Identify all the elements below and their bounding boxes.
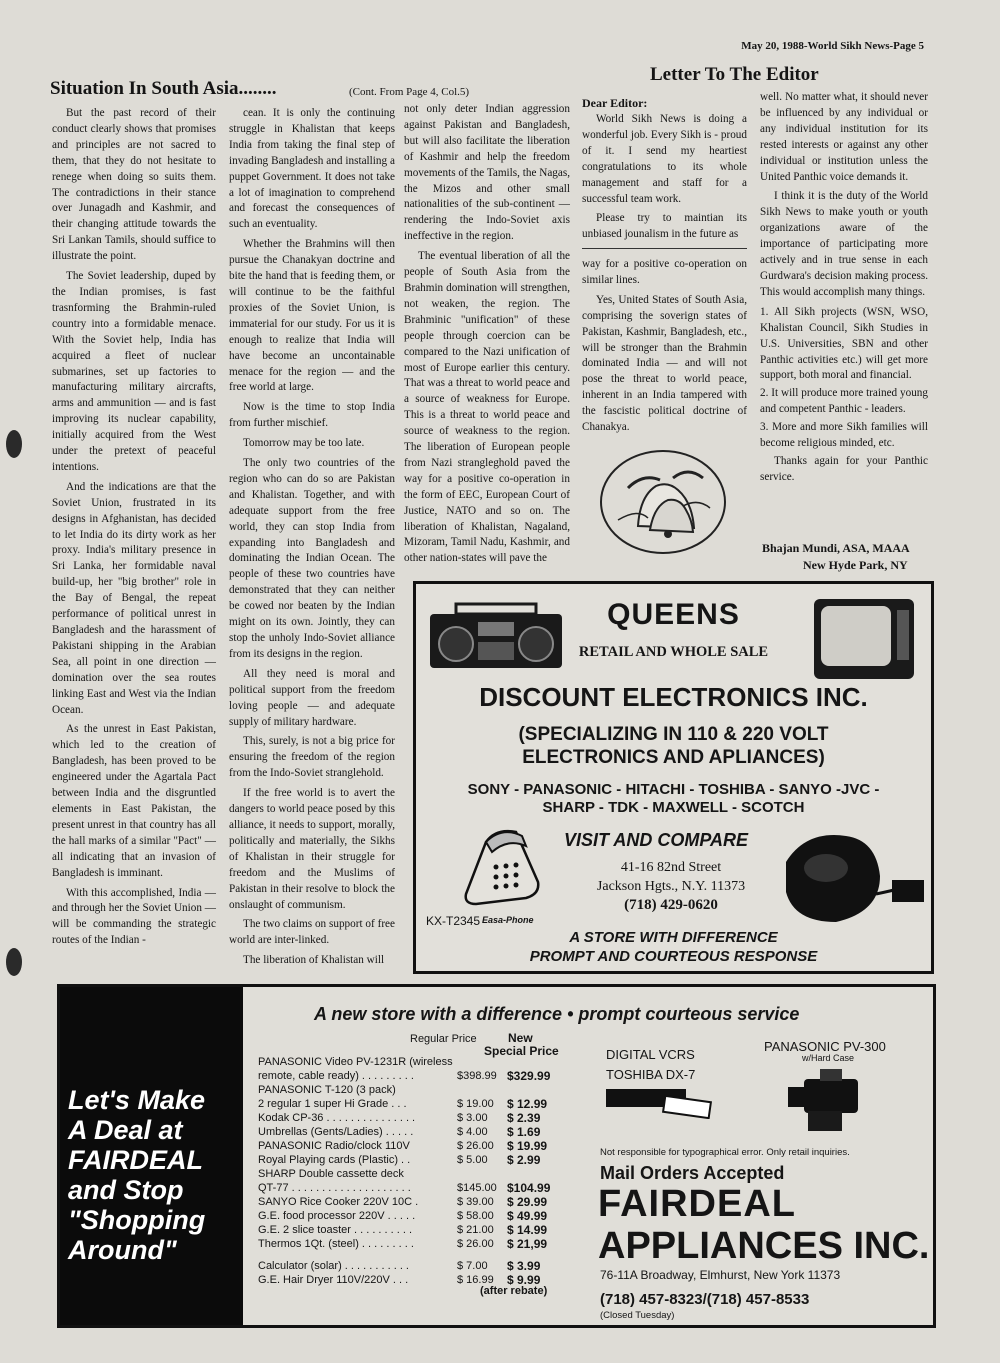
regular-price: $ 5.00 — [457, 1154, 488, 1166]
fairdeal-appliances-ad — [57, 984, 936, 1328]
special-price: $ 21,99 — [507, 1237, 548, 1251]
letter-column-a-continued — [582, 257, 747, 440]
mail-orders-label: Mail Orders Accepted — [600, 1163, 785, 1183]
ad-queens-visit: VISIT AND COMPARE — [563, 830, 748, 850]
item-name: remote, cable ready) . . . . . . . . . — [258, 1070, 414, 1082]
panasonic-pv-label: PANASONIC PV-300 — [764, 1039, 886, 1054]
letter-title: Letter To The Editor — [650, 64, 819, 85]
regular-price: $ 19.00 — [457, 1098, 494, 1110]
article-column-3 — [404, 102, 570, 571]
special-price: $ 1.69 — [507, 1125, 541, 1139]
item-name: 2 regular 1 super Hi Grade . . . — [258, 1098, 407, 1110]
paragraph: Whether the Brahmins will then pursue the Chanakyan doctrine and bite the hand that is feeding them, or will continue to be the faithful proxies of the Soviet Union, is immaterial for our study. For us it is enough to realize that India will have become an uncontainable menace for the region — and the free world at large. — [229, 238, 395, 394]
special-price — [507, 1167, 563, 1181]
special-price — [507, 1251, 563, 1259]
regular-price: $ 4.00 — [457, 1126, 488, 1138]
camcorder-icon — [784, 1065, 874, 1137]
regular-price: $ 21.00 — [457, 1224, 494, 1236]
telephone-icon — [456, 822, 546, 912]
ad-queens-title: QUEENS — [607, 598, 740, 631]
paragraph: 3. More and more Sikh families will become religious minded, etc. — [760, 421, 928, 450]
item-name: G.E. Hair Dryer 110V/220V . . . — [258, 1274, 409, 1286]
regular-price — [457, 1251, 507, 1259]
paragraph: I think it is the duty of the World Sikh News to make youth or youth organizations aware of the importance of participating more actively and in true sense in each Gurdwara's decision making process. This would accomplish many things. — [760, 190, 928, 298]
ad-slogan: Let's Make A Deal at FAIRDEAL and Stop "Shopping Around" — [68, 1085, 206, 1265]
special-price: $ 9.99 — [507, 1273, 541, 1287]
article-column-1 — [52, 106, 216, 953]
regular-price — [457, 1055, 507, 1069]
regular-price — [457, 1083, 507, 1097]
regular-price: $ 26.00 — [457, 1140, 494, 1152]
price-row — [258, 1111, 563, 1125]
binder-hole — [6, 430, 22, 458]
paragraph: well. No matter what, it should never be influenced by any individual or any individual institution for its rested interests or against any other individual or institution unless the United Panthic voice demands it. — [760, 91, 928, 183]
bell-logo-icon — [598, 448, 728, 556]
paragraph: The Soviet leadership, duped by the Indian promises, is fast trasnforming the Brahmin-ruled country into a formidable menace. With the Soviet help, India has acquired a fleet of nuclear submarines, set up factories to manufacturing military aircrafts, arms and ammunition — and is fast improving its nuclear capability, initially acquired from the West under the pretext of peaceful intentions. — [52, 270, 216, 473]
special-price: $ 2.99 — [507, 1153, 541, 1167]
paragraph: 1. All Sikh projects (WSN, WSO, Khalistan Council, Sikh Studies in U.S. Universities, SBN and other Panthic activities etc.) will get more support, both moral and financial. — [760, 305, 928, 382]
item-name: G.E. food processor 220V . . . . . — [258, 1210, 416, 1222]
regular-price: $ 58.00 — [457, 1210, 494, 1222]
ad-queens-tagline-2: PROMPT AND COURTEOUS RESPONSE — [529, 948, 818, 965]
price-row — [258, 1259, 563, 1273]
special-price — [507, 1055, 563, 1069]
letter-location: New Hyde Park, NY — [803, 558, 908, 572]
article-column-2 — [229, 106, 395, 973]
paragraph: As the unrest in East Pakistan, which led to the creation of Bangladesh, has been proved to be engineered under the Agartala Pact between India and the disgruntled elements in East Pakistan, the present unrest in that country has all the hall marks of a similar "Pact" — all indicating that an invasion of Bangladesh is imminant. — [52, 723, 216, 879]
paragraph: World Sikh News is doing a wonderful job. Every Sikh is - proud of it. I send my heartiest congratulations to its whole management and staff for a successful team work. — [582, 113, 747, 205]
price-row — [258, 1069, 563, 1083]
item-name: SHARP Double cassette deck — [258, 1168, 404, 1180]
ad-queens-brands-2: SHARP - TDK - MAXWELL - SCOTCH — [542, 799, 805, 816]
price-row — [258, 1223, 563, 1237]
price-row — [258, 1251, 563, 1259]
price-row — [258, 1195, 563, 1209]
special-price: $ 49.99 — [507, 1209, 548, 1223]
item-name: QT-77 . . . . . . . . . . . . . . . . . . . . — [258, 1182, 411, 1194]
special-price: $ 12.99 — [507, 1097, 548, 1111]
ad-fairdeal-banner: A new store with a difference • prompt courteous service — [314, 1004, 800, 1024]
item-name: Kodak CP-36 . . . . . . . . . . . . . . . — [258, 1112, 416, 1124]
ad-queens-brands-1: SONY - PANASONIC - HITACHI - TOSHIBA - SANYO -JVC - — [467, 781, 880, 798]
regular-price: $ 26.00 — [457, 1238, 494, 1250]
price-row — [258, 1153, 563, 1167]
paragraph: And the indications are that the Soviet Union, frustrated in its designs in Afghanistan, has decided to let India do its dirty work as her proxy. India's military presence in Sri Lanka, her formidable naval build-up, her "big brother" role in the Bay of Bengal, the repeat performance of political unrest in Bangladesh and the harassment of Pakistani shipping in the Arabian Sea, all point in one direction — domination over the sea routes linking East and West via the Indian Ocean. — [52, 480, 216, 716]
special-price: $ 14.99 — [507, 1223, 548, 1237]
price-row — [258, 1237, 563, 1251]
col-special-price: Special Price — [484, 1044, 559, 1058]
price-row — [258, 1209, 563, 1223]
price-row — [258, 1125, 563, 1139]
item-name: PANASONIC Radio/clock 110V — [258, 1140, 410, 1152]
paragraph: way for a positive co-operation on similar lines. — [582, 258, 747, 286]
item-name: G.E. 2 slice toaster . . . . . . . . . . — [258, 1224, 413, 1236]
special-price: $329.99 — [507, 1069, 551, 1083]
item-name: Thermos 1Qt. (steel) . . . . . . . . . — [258, 1238, 414, 1250]
letter-salutation: Dear Editor: — [582, 96, 648, 110]
regular-price: $145.00 — [457, 1182, 497, 1194]
ad-queens-specializing: (SPECIALIZING IN 110 & 220 VOLT — [518, 724, 829, 745]
item-name: PANASONIC T-120 (3 pack) — [258, 1084, 396, 1096]
paragraph: Now is the time to stop India from further mischief. — [229, 401, 395, 430]
paragraph: Tomorrow may be too late. — [243, 437, 365, 450]
paragraph: Please try to maintian its unbiased jounalism in the future as — [582, 212, 747, 241]
item-name: SANYO Rice Cooker 220V 10C . — [258, 1196, 419, 1208]
item-name: Umbrellas (Gents/Ladies) . . . . . — [258, 1126, 414, 1138]
special-price: $ 2.39 — [507, 1111, 541, 1125]
ad-queens-subtitle: RETAIL AND WHOLE SALE — [578, 644, 769, 660]
queens-electronics-ad — [413, 581, 934, 974]
regular-price: $ 16.99 — [457, 1274, 494, 1286]
television-icon — [811, 596, 917, 682]
special-price: $104.99 — [507, 1181, 551, 1195]
special-price — [507, 1083, 563, 1097]
price-row — [258, 1055, 563, 1069]
fairdeal-address: 76-11A Broadway, Elmhurst, New York 11373 — [600, 1268, 841, 1282]
paragraph: Thanks again for your Panthic service. — [760, 454, 928, 483]
price-row — [258, 1083, 563, 1097]
column-divider — [582, 248, 747, 249]
regular-price: $398.99 — [457, 1070, 497, 1082]
continuation-note: (Cont. From Page 4, Col.5) — [349, 86, 470, 98]
paragraph: The only two countries of the region who can do so are Pakistan and Khalistan. Together, and with adequate support from the free world, they can stop India from expanding into Bangladesh and dominating the Indian Ocean. The people of these two countries have demonstrated that they can neither be cowed nor beaten by the Indian might on its own. Jointly, they can stop the unholy Indo-Soviet alliance from its designs in the region. — [229, 457, 395, 660]
slogan-panel — [60, 987, 243, 1325]
binder-hole — [6, 948, 22, 976]
paragraph: The two claims on support of free world are inter-linked. — [229, 918, 395, 947]
price-list — [258, 1055, 563, 1287]
page-header: May 20, 1988-World Sikh News-Page 5 — [741, 40, 924, 52]
item-name: Royal Playing cards (Plastic) . . — [258, 1154, 411, 1166]
item-name: PANASONIC Video PV-1231R (wireless — [258, 1056, 453, 1068]
paragraph: With this accomplished, India — and through her the Soviet Union — will be commanding the strategic routes of the Indian - — [52, 886, 216, 947]
price-row — [258, 1181, 563, 1195]
closed-note: (Closed Tuesday) — [600, 1310, 675, 1321]
after-rebate-note: (after rebate) — [480, 1285, 548, 1297]
paragraph: If the free world is to avert the dangers to world peace posed by this alliance, it needs to support, morally, politically and materially, the Sikhs of Khalistan in their struggle for freedom and the Muslims of Pakistan in their resolve to block the onslaught of communism. — [229, 787, 395, 911]
letter-signature: Bhajan Mundi, ASA, MAAA — [762, 541, 910, 555]
ad-queens-address-2: Jackson Hgts., N.Y. 11373 — [596, 879, 746, 894]
price-row — [258, 1097, 563, 1111]
paragraph: All they need is moral and political support from the freedom loving people — and adequate supply of military hardware. — [229, 667, 395, 728]
paragraph: But the past record of their conduct clearly shows that promises and principles are not sacred to them, that they do not hesitate to renege when doing so suits them. The contradictions in their stance over Junagadh and Kashmir, and their changing attitude towards the Sri Lankan Tamils, should suffice to illustrate the point. — [52, 107, 216, 263]
paragraph: 2. It will produce more trained young and competent Panthic - leaders. — [760, 387, 928, 416]
col-regular-price: Regular Price — [410, 1033, 477, 1045]
paragraph: cean. It is only the continuing struggle in Khalistan that keeps India from taking the final step of invading Bangladesh and installing a puppet Government. It does not take a lot of imagination to comprehend and forecast the consequences of such an eventuality. — [229, 107, 395, 231]
article-title: Situation In South Asia........ — [50, 78, 277, 99]
fairdeal-phone: (718) 457-8323/(718) 457-8533 — [600, 1291, 810, 1308]
letter-column-b — [760, 90, 928, 490]
regular-price: $ 7.00 — [457, 1260, 488, 1272]
col-new: New — [508, 1031, 533, 1045]
vcr-icon — [604, 1085, 714, 1119]
fairdeal-company-name: FAIRDEAL — [598, 1183, 796, 1225]
paragraph: not only deter Indian aggression against Pakistan and Bangladesh, but will also facilitate the liberation of Kashmir and help the freedom movements of the Tamils, the Nagas, the Mizos and other small nationalities of the sub-continent — rendering the Indo-Soviet axis ineffective in the region. — [404, 103, 570, 243]
paragraph: This, surely, is not a big price for ensuring the freedom of the region from the Indo-Soviet stranglehold. — [229, 735, 395, 780]
toshiba-label: TOSHIBA DX-7 — [606, 1067, 696, 1082]
item-name — [258, 1251, 457, 1259]
regular-price: $ 3.00 — [457, 1112, 488, 1124]
ad-queens-phone-brand: Easa-Phone — [482, 915, 534, 925]
special-price: $ 3.99 — [507, 1259, 541, 1273]
letter-column-a — [582, 112, 747, 247]
ad-queens-address-1: 41-16 82nd Street — [620, 860, 722, 875]
special-price: $ 19.99 — [507, 1139, 548, 1153]
fairdeal-company-name-2: APPLIANCES INC. — [598, 1225, 930, 1267]
item-name: Calculator (solar) . . . . . . . . . . . — [258, 1260, 409, 1272]
regular-price — [457, 1167, 507, 1181]
price-row — [258, 1139, 563, 1153]
digital-vcrs-label: DIGITAL VCRS — [606, 1047, 695, 1062]
ad-queens-tagline-1: A STORE WITH DIFFERENCE — [569, 929, 778, 946]
ad-queens-specializing-2: ELECTRONICS AND APLIANCES) — [522, 747, 825, 768]
price-row — [258, 1167, 563, 1181]
ad-queens-phone-model: KX-T2345 — [426, 914, 481, 928]
special-price: $ 29.99 — [507, 1195, 548, 1209]
paragraph: Yes, United States of South Asia, comprising the soverign states of Pakistan, Kashmir, Bangladesh, etc., will be stronger than the Brahmin dominated India — and will not pose the threat to world peace, inherent in an India tampered with the fascistic political doctrine of Chanakya. — [582, 293, 747, 434]
boombox-icon — [426, 600, 566, 672]
regular-price: $ 39.00 — [457, 1196, 494, 1208]
appliance-icon — [776, 822, 930, 934]
ad-queens-phone: (718) 429-0620 — [624, 897, 718, 913]
hard-case-label: w/Hard Case — [802, 1053, 855, 1063]
ad-queens-company: DISCOUNT ELECTRONICS INC. — [479, 682, 868, 712]
ad-disclaimer: Not responsible for typographical error. Only retail inquiries. — [600, 1147, 850, 1158]
paragraph: The eventual liberation of all the people of South Asia from the Brahmin domination will strengthen, not weaken, the region. The Brahminic "unification" of these people through coercion can be compared to the Nazi unification of most of Europe earlier this century. That was a threat to world peace and a source of weakness for Europe. This is a threat to world peace and source of weakness to the region. The liberation of European people from Nazi strangleghold paved the way for a positive co-operation in the form of EEC, European Court of Justice, NATO and so on. The liberation of Khalistan, Nagaland, Mizoram, Tamil Nadu, Kashmir, and other nation-states will pave the — [404, 250, 570, 565]
paragraph: The liberation of Khalistan will — [243, 954, 385, 967]
